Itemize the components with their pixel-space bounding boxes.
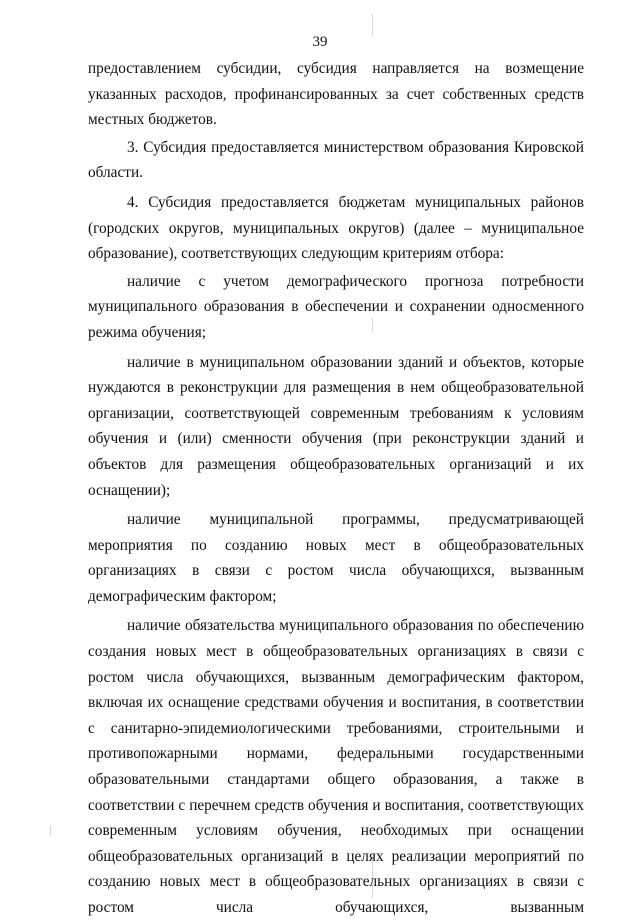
scan-artifact-line [50, 826, 51, 836]
paragraph-criterion-2: наличие в муниципальном образовании зданий и объектов, которые нуждаются в реконструкции для размещения в нем общеобразовательной организации, соответствующей современным требованиям к условиям обучения и (или) сменности обучения (при реконструкции зданий и объектов для размещения общеобразовательных организаций и их оснащении); [88, 353, 584, 499]
paragraph-criterion-1: наличие с учетом демографического прогноза потребности муниципального образования в обеспечении и сохранении односменного режима обучения; [88, 272, 584, 341]
body-text [88, 56, 584, 921]
page-number: 39 [312, 34, 328, 50]
paragraph-criterion-4: наличие обязательства муниципального образования по обеспечению создания новых мест в общеобразовательных организациях в связи с ростом числа обучающихся, вызванным демографическим фактором, включая их оснащение средствами обучения и воспитания, в соответствии с санитарно-эпидемиологическими требованиями, строительными и противопожарными нормами, федеральными государственными образовательными стандартами общего образования, а также в соответствии с перечнем средств обучения и воспитания, соответствующих современным условиям обучения, необходимых при оснащении общеобразовательных организаций в целях реализации мероприятий по созданию новых мест в общеобразовательных организациях в связи с ростом числа обучающихся, вызванным [88, 617, 584, 916]
paragraph-item-4: 4. Субсидия предоставляется бюджетам муниципальных районов (городских округов, муниципальных округов) (далее – муниципальное образование), соответствующих следующим критериям отбора: [88, 193, 584, 263]
paragraph-criterion-3: наличие муниципальной программы, предусматривающей мероприятия по созданию новых мест в общеобразовательных организациях в связи с ростом числа обучающихся, вызванным демографическим фактором; [88, 511, 584, 605]
paragraph-continuation: предоставлением субсидии, субсидия направляется на возмещение указанных расходов, профинансированных за счет собственных средств местных бюджетов. [88, 60, 584, 129]
paragraph-item-3: 3. Субсидия предоставляется министерством образования Кировской области. [88, 138, 584, 182]
